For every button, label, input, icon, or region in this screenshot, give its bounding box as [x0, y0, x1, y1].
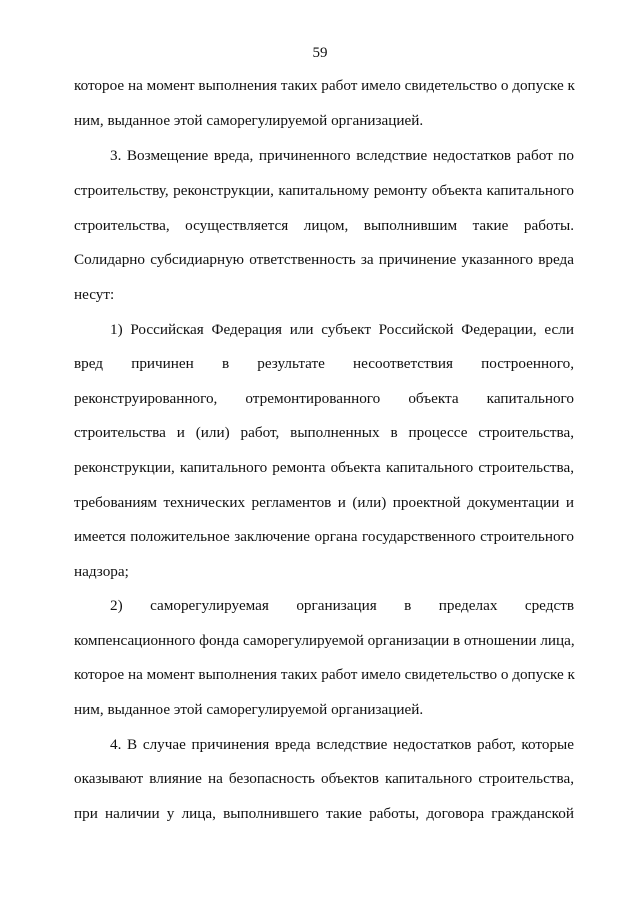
text-line: реконструированного, отремонтированного объекта капитального [74, 390, 574, 407]
paragraph-3-start: 3. Возмещение вреда, причиненного вследствие недостатков работ по [110, 147, 574, 164]
text-line: ним, выданное этой саморегулируемой организацией. [74, 112, 424, 129]
text-line: вред причинен в результате несоответствия построенного, [74, 355, 574, 372]
text-line: надзора; [74, 563, 129, 580]
text-line: ним, выданное этой саморегулируемой организацией. [74, 701, 424, 718]
text-line: Солидарно субсидиарную ответственность за причинение указанного вреда [74, 251, 574, 268]
text-line: строительства и (или) работ, выполненных в процессе строительства, [74, 424, 574, 441]
text-line: имеется положительное заключение органа государственного строительного [74, 528, 574, 545]
text-line: строительству, реконструкции, капитальному ремонту объекта капитального [74, 182, 574, 199]
text-line: при наличии у лица, выполнившего такие работы, договора гражданской [74, 805, 574, 822]
list-item-2-start: 2) саморегулируемая организация в пределах средств [110, 597, 574, 614]
text-line: компенсационного фонда саморегулируемой организации в отношении лица, [74, 632, 575, 649]
list-item-1-start: 1) Российская Федерация или субъект Российской Федерации, если [110, 321, 574, 338]
text-line: строительства, осуществляется лицом, выполнившим такие работы. [74, 217, 574, 234]
text-line: которое на момент выполнения таких работ имело свидетельство о допуске к [74, 77, 575, 94]
text-line: несут: [74, 286, 115, 303]
text-line: оказывают влияние на безопасность объектов капитального строительства, [74, 770, 574, 787]
page-number: 59 [312, 45, 328, 61]
paragraph-4-start: 4. В случае причинения вреда вследствие недостатков работ, которые [110, 736, 574, 753]
text-line: требованиям технических регламентов и (или) проектной документации и [74, 494, 574, 511]
text-line: реконструкции, капитального ремонта объекта капитального строительства, [74, 459, 574, 476]
text-line: которое на момент выполнения таких работ имело свидетельство о допуске к [74, 666, 575, 683]
